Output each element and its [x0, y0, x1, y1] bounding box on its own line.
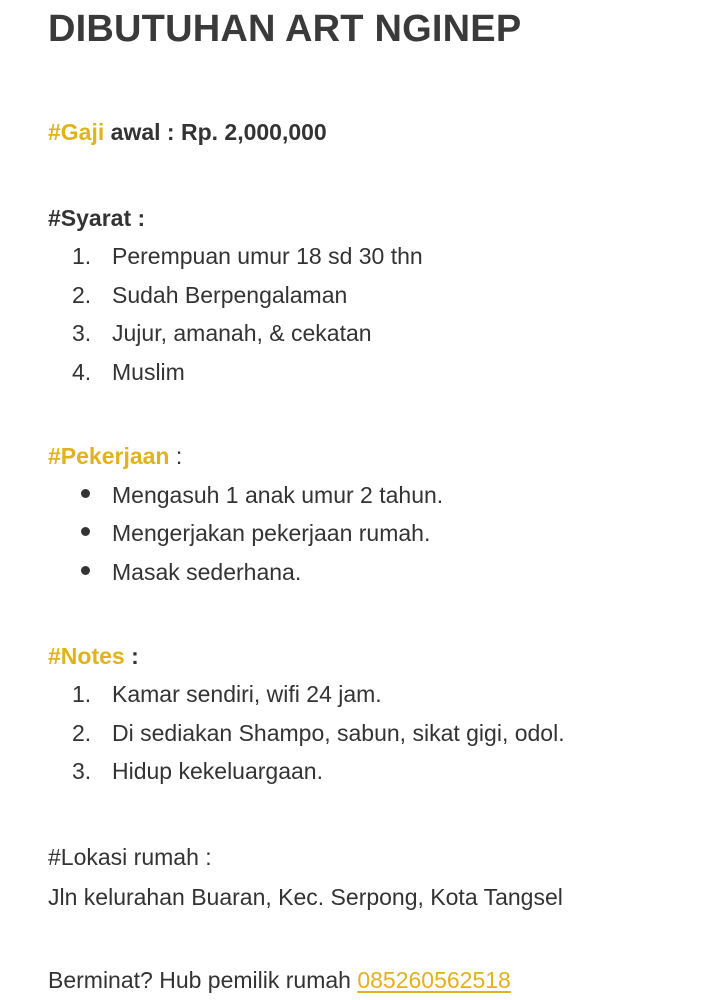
duties-heading-suffix: :	[169, 443, 183, 469]
item-text: Mengasuh 1 anak umur 2 tahun.	[112, 482, 444, 508]
item-text: Jujur, amanah, & cekatan	[112, 320, 372, 346]
item-text: Hidup kekeluargaan.	[112, 758, 323, 784]
item-text: Perempuan umur 18 sd 30 thn	[112, 243, 423, 269]
requirement-item	[48, 318, 372, 348]
duty-item	[48, 518, 430, 548]
item-number: 2.	[72, 720, 92, 746]
item-number: 4.	[72, 359, 92, 385]
item-number: 1.	[72, 681, 92, 707]
item-number: 1.	[72, 243, 92, 269]
salary-hashtag[interactable]: #Gaji	[48, 119, 105, 145]
contact-line	[48, 965, 511, 995]
item-number: 2.	[72, 282, 92, 308]
contact-prefix: Berminat? Hub pemilik rumah	[48, 967, 358, 993]
note-item	[48, 718, 565, 748]
notes-heading-suffix: :	[124, 643, 139, 669]
duty-item	[48, 480, 443, 510]
item-number: 3.	[72, 758, 92, 784]
notes-hashtag[interactable]: #Notes	[48, 643, 125, 669]
item-text: Sudah Berpengalaman	[112, 282, 348, 308]
duties-heading	[48, 441, 182, 471]
item-number: 3.	[72, 320, 92, 346]
duties-hashtag[interactable]: #Pekerjaan	[48, 443, 170, 469]
item-text: Masak sederhana.	[112, 559, 302, 585]
page-title: DIBUTUHAN ART NGINEP	[48, 8, 522, 50]
location-heading: #Lokasi rumah :	[48, 844, 212, 870]
location-address: Jln kelurahan Buaran, Kec. Serpong, Kota Tangsel	[48, 884, 563, 910]
item-text: Kamar sendiri, wifi 24 jam.	[112, 681, 382, 707]
note-item	[48, 756, 323, 786]
requirements-heading: #Syarat :	[48, 205, 146, 231]
note-item	[48, 679, 382, 709]
item-text: Di sediakan Shampo, sabun, sikat gigi, odol.	[112, 720, 565, 746]
requirement-item	[48, 280, 347, 310]
notes-heading	[48, 641, 139, 671]
requirement-item	[48, 241, 423, 271]
salary-text: awal : Rp. 2,000,000	[104, 119, 327, 145]
requirement-item	[48, 357, 185, 387]
phone-link[interactable]: 085260562518	[357, 967, 511, 993]
duty-item	[48, 557, 301, 587]
item-text: Muslim	[112, 359, 185, 385]
salary-line	[48, 117, 327, 147]
item-text: Mengerjakan pekerjaan rumah.	[112, 520, 431, 546]
